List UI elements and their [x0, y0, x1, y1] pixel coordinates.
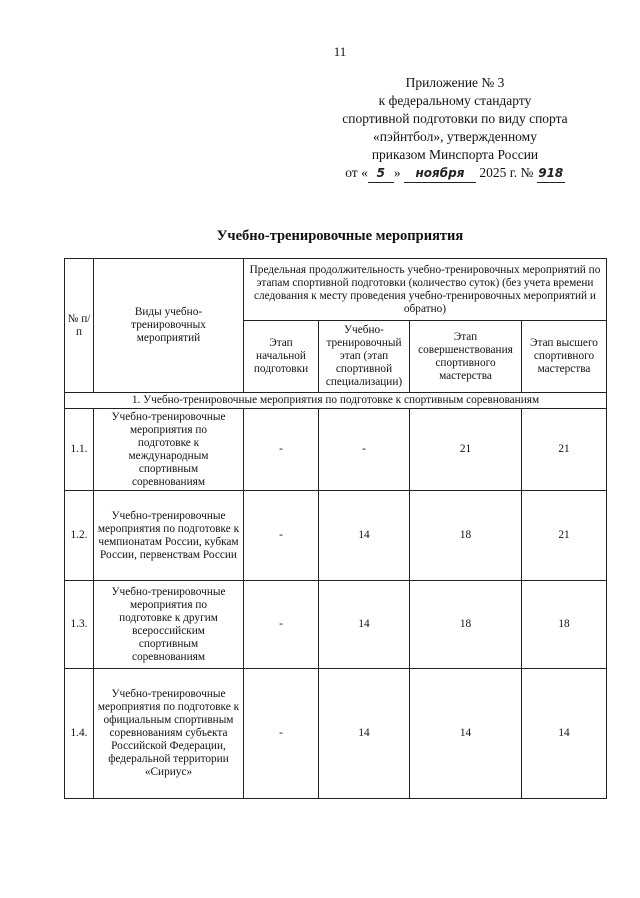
date-mid: »: [393, 165, 401, 180]
row-stage-initial: -: [244, 491, 319, 581]
row-stage-higher: 18: [522, 581, 607, 669]
appendix-header: [330, 74, 580, 183]
row-stage-training: 14: [319, 669, 410, 799]
row-stage-initial: -: [244, 669, 319, 799]
row-stage-improvement: 14: [410, 669, 522, 799]
table-row: [65, 409, 607, 491]
appendix-line-2: к федеральному стандарту: [378, 93, 532, 108]
appendix-line-4: «пэйнтбол», утвержденному: [373, 129, 537, 144]
order-date-line: [330, 164, 580, 183]
table-row: [65, 581, 607, 669]
row-number: 1.2.: [65, 491, 94, 581]
header-event-kind: Виды учебно-тренировочных мероприятий: [94, 259, 244, 393]
row-event-name: Учебно-тренировочные мероприятия по подготовке к международным спортивным соревнованиям: [94, 409, 244, 491]
header-stage-higher: Этап высшего спортивного мастерства: [522, 321, 607, 393]
row-stage-training: -: [319, 409, 410, 491]
row-stage-training: 14: [319, 581, 410, 669]
header-stage-initial: Этап начальной подготовки: [244, 321, 319, 393]
training-events-table: [64, 258, 607, 799]
date-year: 2025 г. №: [479, 165, 534, 180]
date-day: 5: [368, 164, 394, 183]
order-number: 918: [537, 164, 565, 183]
row-event-name: Учебно-тренировочные мероприятия по подготовке к чемпионатам России, кубкам России, первенствам России: [94, 491, 244, 581]
page-number: 11: [333, 44, 347, 59]
table-header-row: [65, 259, 607, 321]
row-stage-higher: 21: [522, 491, 607, 581]
section-title: 1. Учебно-тренировочные мероприятия по подготовке к спортивным соревнованиям: [65, 393, 607, 409]
row-stage-training: 14: [319, 491, 410, 581]
row-stage-initial: -: [244, 409, 319, 491]
row-stage-higher: 21: [522, 409, 607, 491]
row-number: 1.3.: [65, 581, 94, 669]
row-event-name: Учебно-тренировочные мероприятия по подготовке к официальным спортивным соревнованиям субъекта Российской Федерации, федеральной территории «Сириус»: [94, 669, 244, 799]
header-number: № п/п: [65, 259, 94, 393]
appendix-line-3: спортивной подготовки по виду спорта: [342, 111, 568, 126]
row-event-name: Учебно-тренировочные мероприятия по подготовке к другим всероссийским спортивным соревнованиям: [94, 581, 244, 669]
row-number: 1.4.: [65, 669, 94, 799]
section-row: [65, 393, 607, 409]
appendix-line-1: Приложение № 3: [405, 75, 505, 90]
header-stage-training: Учебно-тренировочный этап (этап спортивной специализации): [319, 321, 410, 393]
table-row: [65, 491, 607, 581]
appendix-line-5: приказом Минспорта России: [371, 147, 539, 162]
header-stage-improvement: Этап совершенствования спортивного мастерства: [410, 321, 522, 393]
row-stage-higher: 14: [522, 669, 607, 799]
date-month: ноября: [404, 164, 476, 183]
header-duration: Предельная продолжительность учебно-тренировочных мероприятий по этапам спортивной подготовки (количество суток) (без учета времени следования к месту проведения учебно-тренировочных мероприятий и обратно): [244, 259, 607, 321]
document-title: Учебно-тренировочные мероприятия: [216, 228, 464, 244]
row-stage-improvement: 18: [410, 581, 522, 669]
row-stage-improvement: 21: [410, 409, 522, 491]
row-stage-improvement: 18: [410, 491, 522, 581]
row-stage-initial: -: [244, 581, 319, 669]
row-number: 1.1.: [65, 409, 94, 491]
date-prefix: от «: [345, 165, 368, 180]
table-row: [65, 669, 607, 799]
